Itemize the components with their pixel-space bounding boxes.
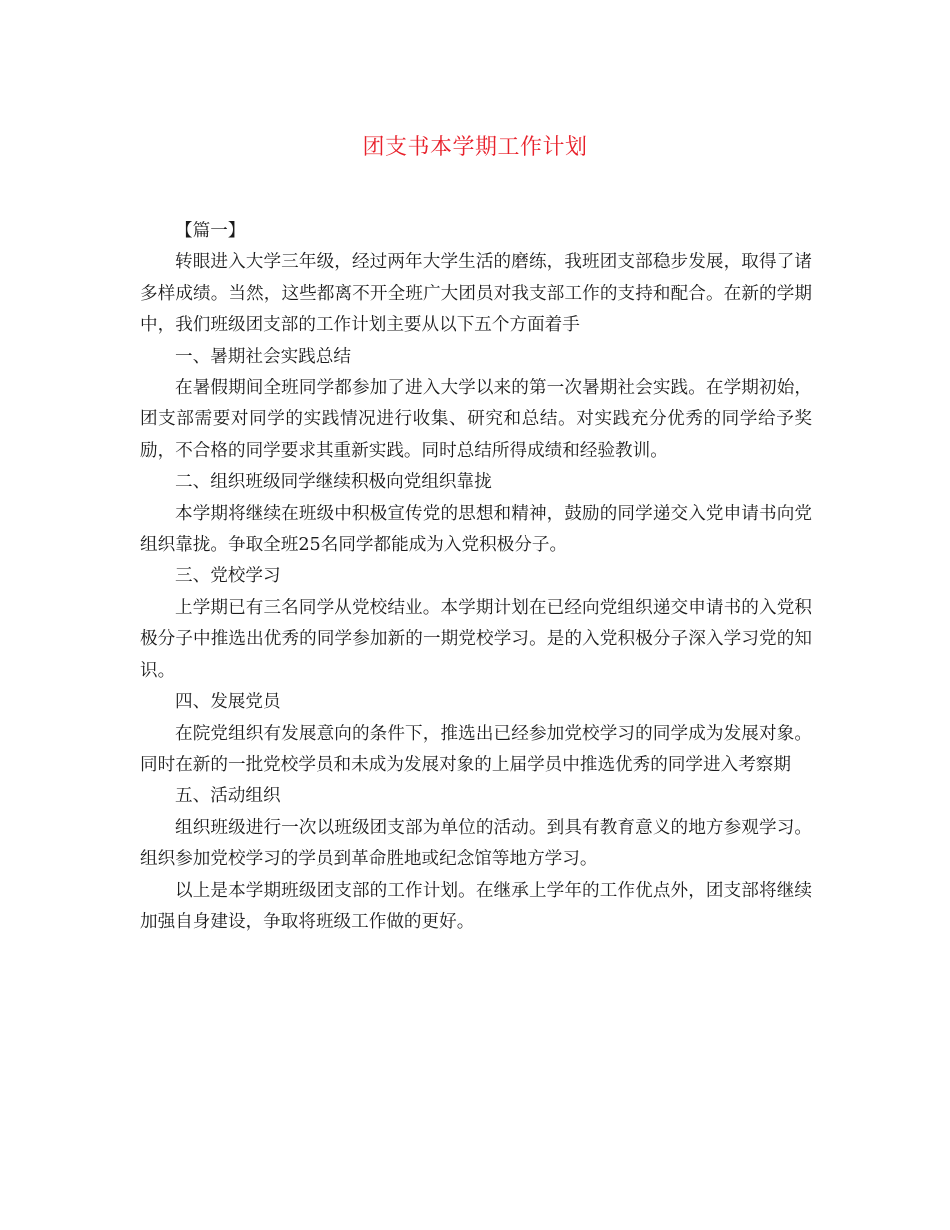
section-heading-5: 五、活动组织: [175, 786, 281, 807]
section-body-3: 上学期已有三名同学从党校结业。本学期计划在已经向党组织递交申请书的入党积极分子中推选出优秀的同学参加新的一期党校学习。是的入党积极分子深入学习党的知识。: [140, 597, 812, 681]
section-heading-3: 三、党校学习: [175, 566, 281, 587]
section-body-4: 在院党组织有发展意向的条件下，推选出已经参加党校学习的同学成为发展对象。同时在新的一批党校学员和未成为发展对象的上届学员中推选优秀的同学进入考察期: [140, 723, 812, 775]
section-body-1: 在暑假期间全班同学都参加了进入大学以来的第一次暑期社会实践。在学期初始，团支部需要对同学的实践情况进行收集、研究和总结。对实践充分优秀的同学给予奖励，不合格的同学要求其重新实践。同时总结所得成绩和经验教训。: [140, 378, 812, 461]
document-body: [140, 216, 812, 938]
document-title: 团支书本学期工作计划: [362, 135, 588, 160]
section-heading-1: 一、暑期社会实践总结: [175, 346, 351, 367]
section-heading-2: 二、组织班级同学继续积极向党组织靠拢: [175, 472, 492, 493]
section-body-5: 组织班级进行一次以班级团支部为单位的活动。到具有教育意义的地方参观学习。组织参加党校学习的学员到革命胜地或纪念馆等地方学习。: [140, 817, 812, 870]
intro-paragraph: 转眼进入大学三年级，经过两年大学生活的磨练，我班团支部稳步发展，取得了诸多样成绩。当然，这些都离不开全班广大团员对我支部工作的支持和配合。在新的学期中，我们班级团支部的工作计划主要从以下五个方面着手: [140, 252, 812, 336]
section-heading-4: 四、发展党员: [175, 692, 281, 713]
section-body-2: 本学期将继续在班级中积极宣传党的思想和精神，鼓励的同学递交入党申请书向党组织靠拢。争取全班25名同学都能成为入党积极分子。: [140, 503, 812, 556]
closing-paragraph: 以上是本学期班级团支部的工作计划。在继承上学年的工作优点外，团支部将继续加强自身建设，争取将班级工作做的更好。: [140, 880, 812, 932]
section-label: 【篇一】: [175, 221, 246, 241]
